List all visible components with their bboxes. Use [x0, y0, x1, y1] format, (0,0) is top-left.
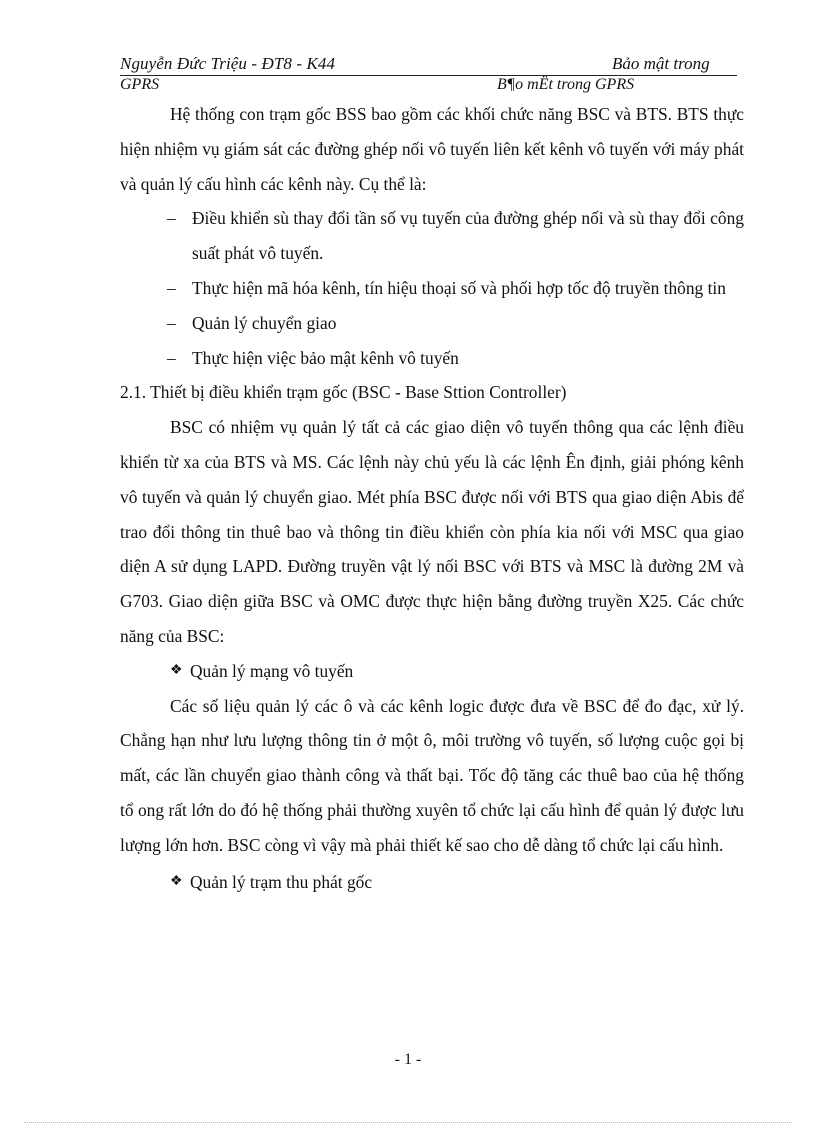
page-number: - 1 - — [394, 1051, 422, 1068]
diamond-bullet-icon: ❖ — [170, 662, 183, 678]
header-title: Bảo mật trong — [612, 54, 710, 73]
bts-function-text: Thực hiện mã hóa kênh, tín hiệu thoại số và phối hợp tốc độ truyền thông tin — [192, 277, 726, 298]
header-author: Nguyễn Đức Triệu - ĐT8 - K44 — [120, 54, 336, 73]
dash-bullet-icon: – — [167, 312, 176, 333]
bullet-text: Quản lý trạm thu phát gốc — [190, 871, 373, 892]
dash-bullet-icon: – — [167, 208, 176, 229]
radio-management-paragraph: Các số liệu quản lý các ô và các kênh logic được đưa về BSC để đo đạc, xử lý. Chẳng hạn như lưu lượng thông tin ở một ô, môi trường vô tuyến, số lượng cuộc gọi bị mất, các lần chuyển giao thành công và thất bại. Tốc độ tăng các thuê bao của hệ thống tổ ong rất lớn do đó hệ thống phải thường xuyên tổ chức lại cấu hình để quản lý được lưu lượng lớn hơn. BSC còng vì vậy mà phải thiết kế sao cho dễ dàng tổ chức lại cấu hình. — [120, 695, 744, 855]
bsc-function-radio — [120, 654, 744, 689]
bts-function-text: Điều khiển sù thay đổi tần số vụ tuyến của đường ghép nối và sù thay đổi công suất phát vô tuyến. — [192, 208, 744, 264]
bsc-function-bts — [120, 865, 744, 900]
bts-function-text: Quản lý chuyển giao — [192, 312, 337, 333]
header-divider — [120, 75, 737, 76]
bullet-text: Quản lý mạng vô tuyến — [190, 660, 354, 681]
header-title-continuation: GPRS — [120, 76, 160, 93]
bts-function-text: Thực hiện việc bảo mật kênh vô tuyến — [192, 347, 459, 368]
diamond-bullet-icon: ❖ — [170, 873, 183, 889]
header-title-legacy-encoding: B¶o mËt trong GPRS — [497, 76, 635, 93]
intro-paragraph: Hệ thống con trạm gốc BSS bao gồm các khối chức năng BSC và BTS. BTS thực hiện nhiệm vụ giám sát các đường ghép nối vô tuyến liên kết kênh vô tuyến với máy phát và quản lý cấu hình các kênh này. Cụ thể là: — [120, 104, 744, 194]
dash-bullet-icon: – — [167, 277, 176, 298]
dash-bullet-icon: – — [167, 347, 176, 368]
bsc-paragraph: BSC có nhiệm vụ quản lý tất cả các giao diện vô tuyến thông qua các lệnh điều khiển từ xa của BTS và MS. Các lệnh này chủ yếu là các lệnh Ên định, giải phóng kênh vô tuyến và quản lý chuyển giao. Mét phía BSC được nối với BTS qua giao diện Abis để trao đổi thông tin thuê bao và thông tin điều khiển còn phía kia nối với MSC qua giao diện A sử dụng LAPD. Đường truyền vật lý nối BSC với BTS và MSC là đường 2M và G703. Giao diện giữa BSC và OMC được thực hiện bằng đường truyền X25. Các chức năng của BSC: — [120, 417, 744, 646]
bts-function-item — [120, 306, 744, 341]
bts-function-item — [120, 201, 744, 271]
document-body — [120, 97, 744, 899]
bts-function-item — [120, 341, 744, 376]
section-heading: 2.1. Thiết bị điều khiển trạm gốc (BSC - Base Sttion Controller) — [120, 382, 567, 403]
bts-function-item — [120, 271, 744, 306]
